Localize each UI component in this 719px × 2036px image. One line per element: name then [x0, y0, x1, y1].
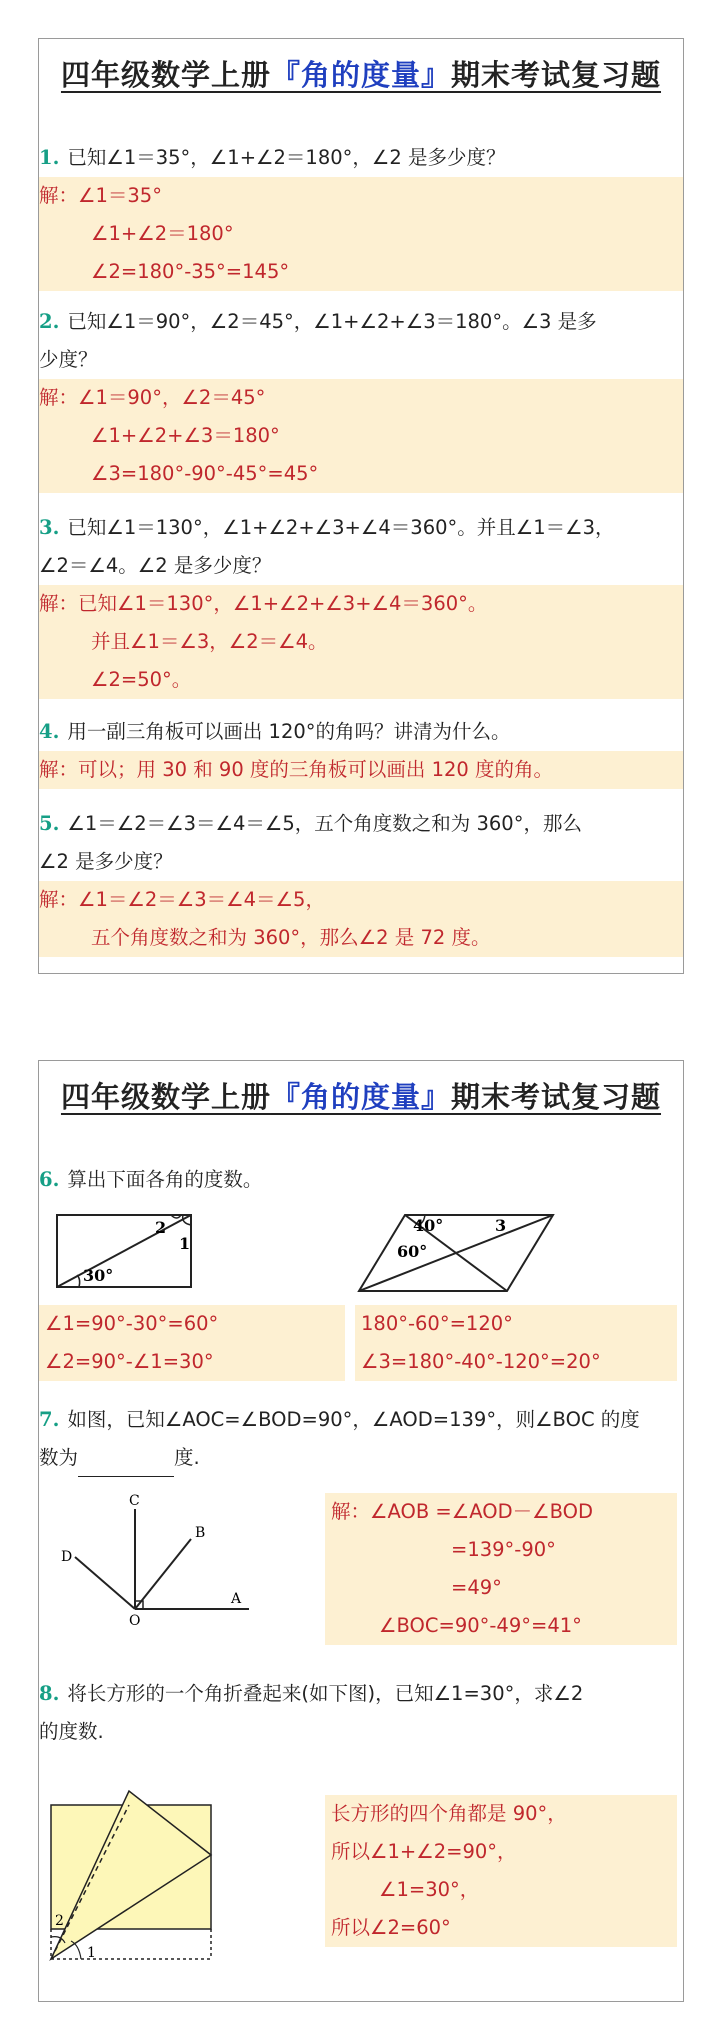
rectangle-diagram	[55, 1213, 195, 1293]
answer-6-left: ∠1=90°-30°=60° ∠2=90°-∠1=30°	[39, 1305, 345, 1381]
question-3: 3. 已知∠1＝130°，∠1+∠2+∠3+∠4＝360°。并且∠1＝∠3， ∠2＝∠4。∠2 是多少度？	[39, 516, 615, 577]
angle-3-label: 3	[495, 1216, 507, 1235]
angle-30-label: 30°	[83, 1266, 114, 1285]
worksheet-page-1	[38, 38, 684, 974]
label-c: C	[129, 1493, 140, 1509]
answer-7: 解：∠AOB =∠AOD－∠BOD =139°-90° =49° ∠BOC=90°-49°=41°	[325, 1493, 677, 1645]
answer-4: 解：可以；用 30 和 90 度的三角板可以画出 120 度的角。	[39, 751, 683, 789]
worksheet-page-2	[38, 1060, 684, 2002]
question-5: 5. ∠1＝∠2＝∠3＝∠4＝∠5，五个角度数之和为 360°，那么 ∠2 是多少度？	[39, 812, 582, 873]
diagonal-b	[359, 1215, 553, 1291]
answer-blank[interactable]	[78, 1454, 174, 1477]
angle-60-label: 60°	[397, 1242, 428, 1261]
folded-rectangle-diagram	[47, 1785, 247, 1975]
angle-aob-diagram	[49, 1493, 259, 1629]
question-7: 7. 如图，已知∠AOC=∠BOD=90°，∠AOD=139°，则∠BOC 的度 数为 度.	[39, 1401, 683, 1477]
label-d: D	[61, 1549, 73, 1565]
angle-40-label: 40°	[413, 1216, 444, 1235]
question-4: 4. 用一副三角板可以画出 120°的角吗？讲清为什么。	[39, 720, 511, 743]
question-6: 6. 算出下面各角的度数。	[39, 1168, 263, 1191]
question-2: 2. 已知∠1＝90°，∠2＝45°，∠1+∠2+∠3＝180°。∠3 是多 少度？	[39, 310, 597, 371]
parallelogram-diagram	[357, 1213, 557, 1293]
ray-ob	[135, 1539, 191, 1609]
angle-2-label: 2	[55, 1913, 64, 1929]
answer-1: 解：∠1＝35° ∠1+∠2＝180° ∠2=180°-35°=145°	[39, 177, 683, 291]
answer-3: 解：已知∠1＝130°，∠1+∠2+∠3+∠4＝360°。 并且∠1＝∠3，∠2＝∠4。 ∠2=50°。	[39, 585, 683, 699]
angle-1-label: 1	[179, 1234, 191, 1253]
answer-2: 解：∠1＝90°，∠2＝45° ∠1+∠2+∠3＝180° ∠3=180°-90°-45°=45°	[39, 379, 683, 493]
angle-2-label: 2	[155, 1218, 167, 1237]
answer-5: 解：∠1＝∠2＝∠3＝∠4＝∠5， 五个角度数之和为 360°，那么∠2 是 72 度。	[39, 881, 683, 957]
answer-6-right: 180°-60°=120° ∠3=180°-40°-120°=20°	[355, 1305, 677, 1381]
page-title: 四年级数学上册『角的度量』期末考试复习题	[60, 58, 662, 92]
label-b: B	[195, 1525, 206, 1541]
answer-8: 长方形的四个角都是 90°， 所以∠1+∠2=90°， ∠1=30°， 所以∠2=60°	[325, 1795, 677, 1947]
angle-1-label: 1	[87, 1945, 96, 1961]
ray-od	[75, 1557, 135, 1609]
label-a: A	[231, 1591, 242, 1607]
page-title-2: 四年级数学上册『角的度量』期末考试复习题	[60, 1080, 662, 1114]
question-1: 1. 已知∠1＝35°，∠1+∠2＝180°，∠2 是多少度？	[39, 146, 506, 169]
label-o: O	[129, 1613, 141, 1629]
question-8: 8. 将长方形的一个角折叠起来(如下图)，已知∠1=30°，求∠2 的度数.	[39, 1682, 584, 1743]
